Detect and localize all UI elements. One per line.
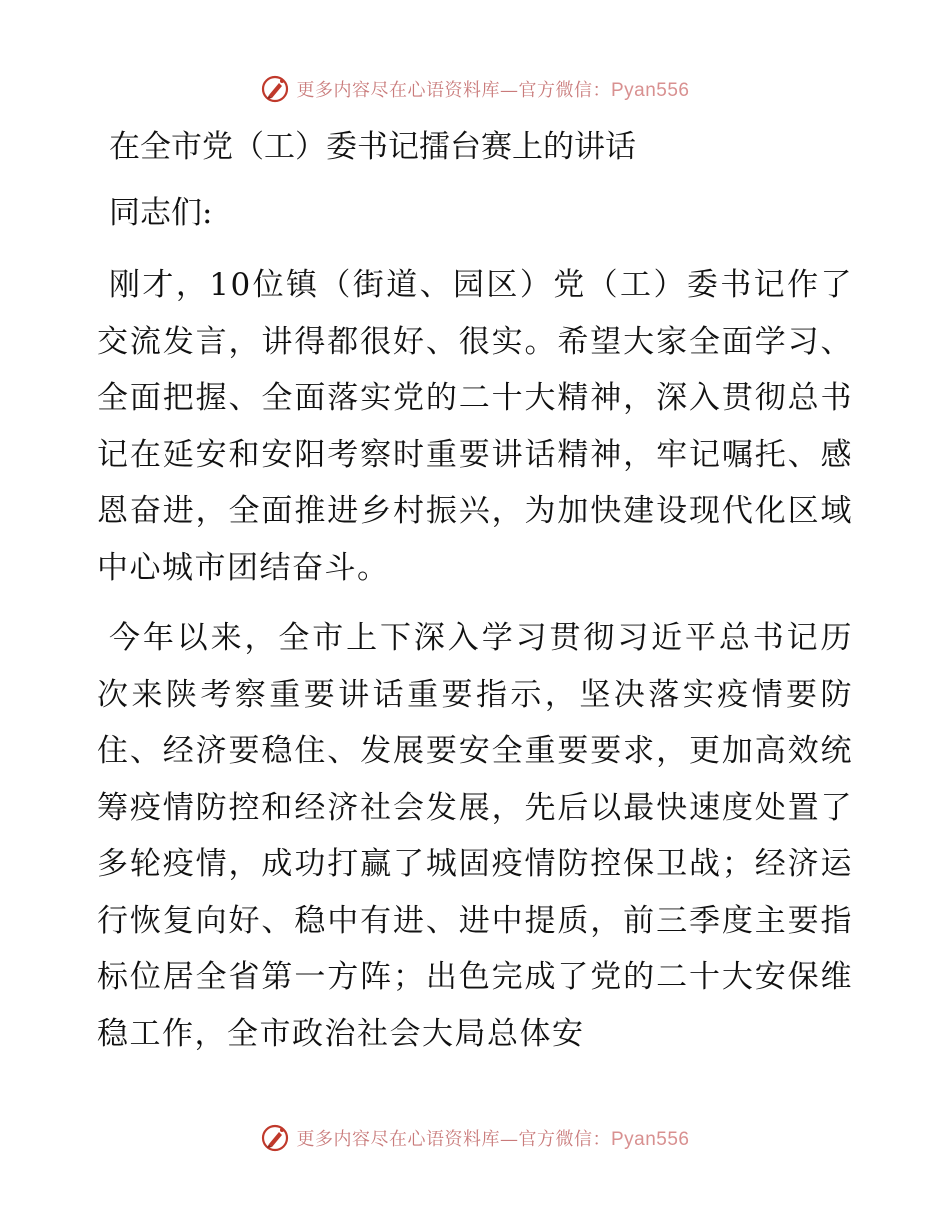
footer-wechat-account: Pyan556 (610, 1129, 690, 1150)
paragraph-1: 刚才，10位镇（街道、园区）党（工）委书记作了交流发言，讲得都很好、很实。希望大家全面学习、全面把握、全面落实党的二十大精神，深入贯彻总书记在延安和安阳考察时重要讲话精神，牢记嘱托、感恩奋进，全面推进乡村振兴，为加快建设现代化区域中心城市团结奋斗。 (97, 267, 853, 586)
footer-watermark-banner (0, 1121, 950, 1155)
pen-logo-icon (260, 1123, 290, 1153)
header-watermark-banner (0, 72, 950, 106)
document-body (97, 118, 853, 1062)
pen-logo-icon (260, 74, 290, 104)
footer-watermark-text: 更多内容尽在心语资料库—官方微信：Pyan556 (296, 1129, 690, 1150)
header-watermark-text: 更多内容尽在心语资料库—官方微信：Pyan556 (296, 80, 690, 101)
paragraph-2: 今年以来，全市上下深入学习贯彻习近平总书记历次来陕考察重要讲话重要指示，坚决落实疫情要防住、经济要稳住、发展要安全重要要求，更加高效统筹疫情防控和经济社会发展，先后以最快速度处置了多轮疫情，成功打赢了城固疫情防控保卫战；经济运行恢复向好、稳中有进、进中提质，前三季度主要指标位居全省第一方阵；出色完成了党的二十大安保维稳工作，全市政治社会大局总体安 (97, 620, 853, 1052)
document-title: 在全市党（工）委书记擂台赛上的讲话 (109, 129, 636, 165)
header-wechat-account: Pyan556 (610, 80, 690, 101)
salutation: 同志们: (109, 195, 213, 231)
